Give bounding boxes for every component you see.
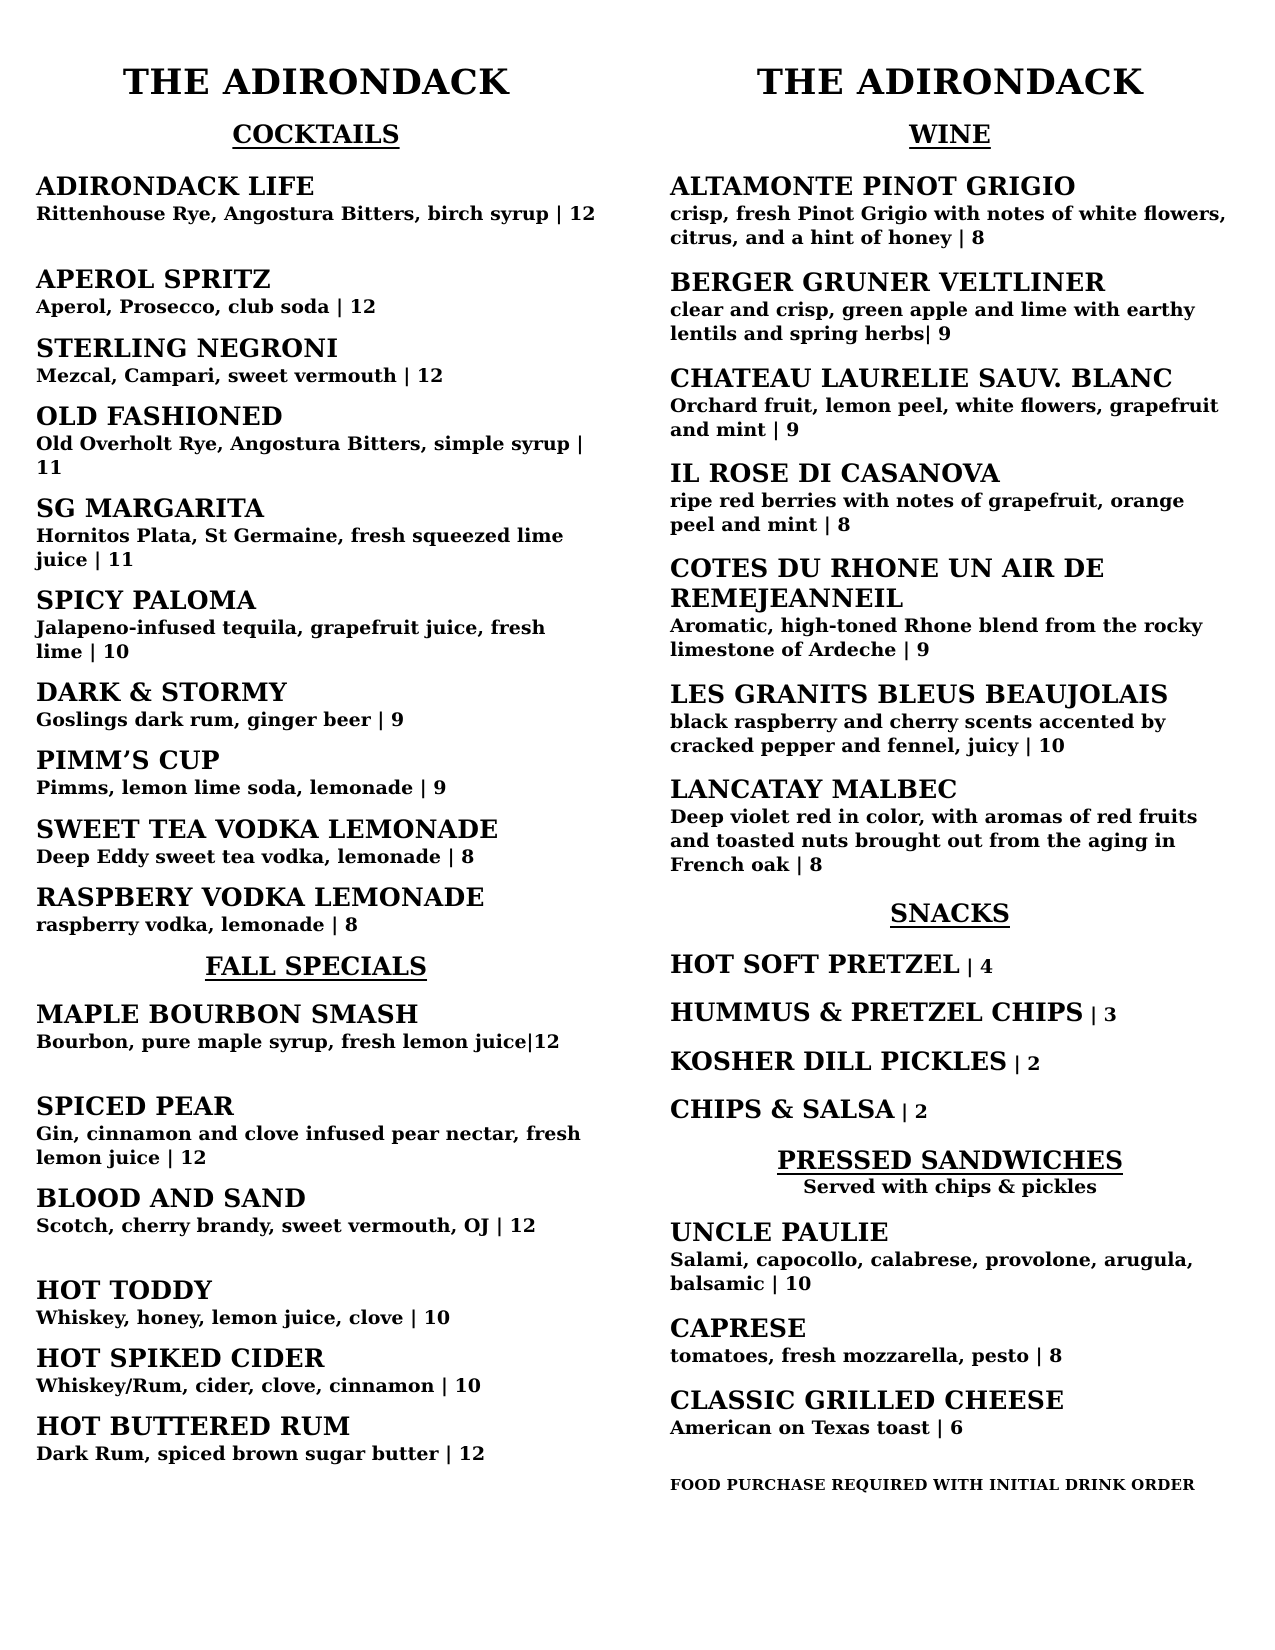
cocktails-heading: COCKTAILS <box>232 120 400 149</box>
sandwiches-subheading: Served with chips & pickles <box>803 1176 1097 1198</box>
menu-item <box>36 1092 596 1170</box>
item-description: Bourbon, pure maple syrup, fresh lemon juice|12 <box>36 1031 560 1053</box>
item-description: Scotch, cherry brandy, sweet vermouth, OJ | 12 <box>36 1215 536 1237</box>
menu-item <box>36 1000 596 1054</box>
snack-item <box>670 950 993 979</box>
menu-item <box>670 1386 1230 1440</box>
item-name: HOT BUTTERED RUM <box>36 1412 351 1441</box>
menu-item <box>36 1412 596 1466</box>
item-description: black raspberry and cherry scents accented by cracked pepper and fennel, juicy | 10 <box>670 711 1166 757</box>
item-description: Deep Eddy sweet tea vodka, lemonade | 8 <box>36 846 475 868</box>
menu-item <box>670 1218 1230 1296</box>
item-description: Goslings dark rum, ginger beer | 9 <box>36 709 405 731</box>
item-description: Aromatic, high-toned Rhone blend from the rocky limestone of Ardeche | 9 <box>670 615 1203 661</box>
snacks-heading: SNACKS <box>890 899 1010 928</box>
item-name: CLASSIC GRILLED CHEESE <box>670 1386 1065 1415</box>
snack-price: | 2 <box>894 1101 928 1123</box>
menu-item <box>670 1314 1230 1368</box>
wine-heading: WINE <box>909 120 991 149</box>
item-name: ADIRONDACK LIFE <box>36 172 315 201</box>
snack-price: | 3 <box>1083 1004 1117 1026</box>
menu-item <box>670 459 1230 537</box>
item-description: Whiskey, honey, lemon juice, clove | 10 <box>36 1307 451 1329</box>
item-description: tomatoes, fresh mozzarella, pesto | 8 <box>670 1345 1063 1367</box>
item-name: ALTAMONTE PINOT GRIGIO <box>670 172 1076 201</box>
item-name: LANCATAY MALBEC <box>670 775 958 804</box>
item-description: American on Texas toast | 6 <box>670 1417 964 1439</box>
snack-name: KOSHER DILL PICKLES <box>670 1047 1008 1076</box>
item-name: CAPRESE <box>670 1314 807 1343</box>
item-name: RASPBERY VODKA LEMONADE <box>36 883 485 912</box>
item-name: OLD FASHIONED <box>36 402 283 431</box>
item-description: clear and crisp, green apple and lime with earthy lentils and spring herbs| 9 <box>670 299 1195 345</box>
menu-item <box>670 268 1230 346</box>
item-name: DARK & STORMY <box>36 678 287 707</box>
item-description: Jalapeno-infused tequila, grapefruit juice, fresh lime | 10 <box>36 617 546 663</box>
item-name: SPICED PEAR <box>36 1092 235 1121</box>
menu-item <box>670 364 1230 442</box>
item-description: Salami, capocollo, calabrese, provolone, arugula, balsamic | 10 <box>670 1249 1194 1295</box>
menu-item <box>36 402 596 480</box>
item-description: crisp, fresh Pinot Grigio with notes of white flowers, citrus, and a hint of honey | 8 <box>670 203 1227 249</box>
item-description: Aperol, Prosecco, club soda | 12 <box>36 296 377 318</box>
item-name: HOT TODDY <box>36 1276 213 1305</box>
item-description: raspberry vodka, lemonade | 8 <box>36 914 358 936</box>
item-name: SWEET TEA VODKA LEMONADE <box>36 815 499 844</box>
menu-item <box>670 680 1230 758</box>
fall-specials-heading: FALL SPECIALS <box>204 952 428 981</box>
item-name: APEROL SPRITZ <box>36 265 271 294</box>
snack-item <box>670 998 1117 1027</box>
sandwiches-heading: PRESSED SANDWICHES <box>776 1146 1123 1175</box>
item-name: CHATEAU LAURELIE SAUV. BLANC <box>670 364 1173 393</box>
item-name: LES GRANITS BLEUS BEAUJOLAIS <box>670 680 1169 709</box>
menu-item <box>36 334 596 388</box>
menu-item <box>36 1184 596 1238</box>
menu-item <box>670 172 1230 250</box>
restaurant-title: THE ADIRONDACK <box>756 62 1144 103</box>
item-name: SPICY PALOMA <box>36 586 257 615</box>
snack-item <box>670 1047 1040 1076</box>
item-description: ripe red berries with notes of grapefruit, orange peel and mint | 8 <box>670 490 1185 536</box>
menu-item <box>36 815 596 869</box>
item-description: Dark Rum, spiced brown sugar butter | 12 <box>36 1443 486 1465</box>
menu-item <box>36 678 596 732</box>
item-description: Mezcal, Campari, sweet vermouth | 12 <box>36 365 444 387</box>
item-description: Hornitos Plata, St Germaine, fresh squeezed lime juice | 11 <box>36 525 564 571</box>
item-name: UNCLE PAULIE <box>670 1218 889 1247</box>
menu-item <box>36 265 596 319</box>
snack-price: | 2 <box>1007 1053 1041 1075</box>
item-name: BERGER GRUNER VELTLINER <box>670 268 1106 297</box>
item-name: IL ROSE DI CASANOVA <box>670 459 1001 488</box>
menu-item <box>36 494 596 572</box>
menu-item <box>36 586 596 664</box>
item-name: HOT SPIKED CIDER <box>36 1344 325 1373</box>
snack-name: HOT SOFT PRETZEL <box>670 950 960 979</box>
snack-name: CHIPS & SALSA <box>670 1095 895 1124</box>
snack-name: HUMMUS & PRETZEL CHIPS <box>670 998 1084 1027</box>
item-description: Rittenhouse Rye, Angostura Bitters, birch syrup | 12 <box>36 203 596 225</box>
item-name: PIMM’S CUP <box>36 746 220 775</box>
menu-item <box>36 883 596 937</box>
menu-item <box>670 775 1230 877</box>
item-name: BLOOD AND SAND <box>36 1184 307 1213</box>
menu-item <box>36 1344 596 1398</box>
restaurant-title: THE ADIRONDACK <box>122 62 510 103</box>
item-description: Gin, cinnamon and clove infused pear nectar, fresh lemon juice | 12 <box>36 1123 581 1169</box>
item-description: Orchard fruit, lemon peel, white flowers, grapefruit and mint | 9 <box>670 395 1219 441</box>
menu-item <box>36 1276 596 1330</box>
snack-price: | 4 <box>959 956 994 978</box>
item-name: MAPLE BOURBON SMASH <box>36 1000 419 1029</box>
item-description: Whiskey/Rum, cider, clove, cinnamon | 10 <box>36 1375 481 1397</box>
item-description: Deep violet red in color, with aromas of red fruits and toasted nuts brought out from the aging in French oak | 8 <box>670 806 1198 876</box>
item-description: Pimms, lemon lime soda, lemonade | 9 <box>36 777 447 799</box>
item-name: STERLING NEGRONI <box>36 334 339 363</box>
item-description: Old Overholt Rye, Angostura Bitters, simple syrup | 11 <box>36 433 584 479</box>
item-name: COTES DU RHONE UN AIR DE REMEJEANNEIL <box>670 554 1105 613</box>
food-purchase-note: FOOD PURCHASE REQUIRED WITH INITIAL DRINK ORDER <box>670 1476 1196 1494</box>
menu-item <box>36 746 596 800</box>
snack-item <box>670 1095 928 1124</box>
item-name: SG MARGARITA <box>36 494 265 523</box>
menu-item <box>36 172 596 226</box>
menu-item <box>670 554 1230 662</box>
